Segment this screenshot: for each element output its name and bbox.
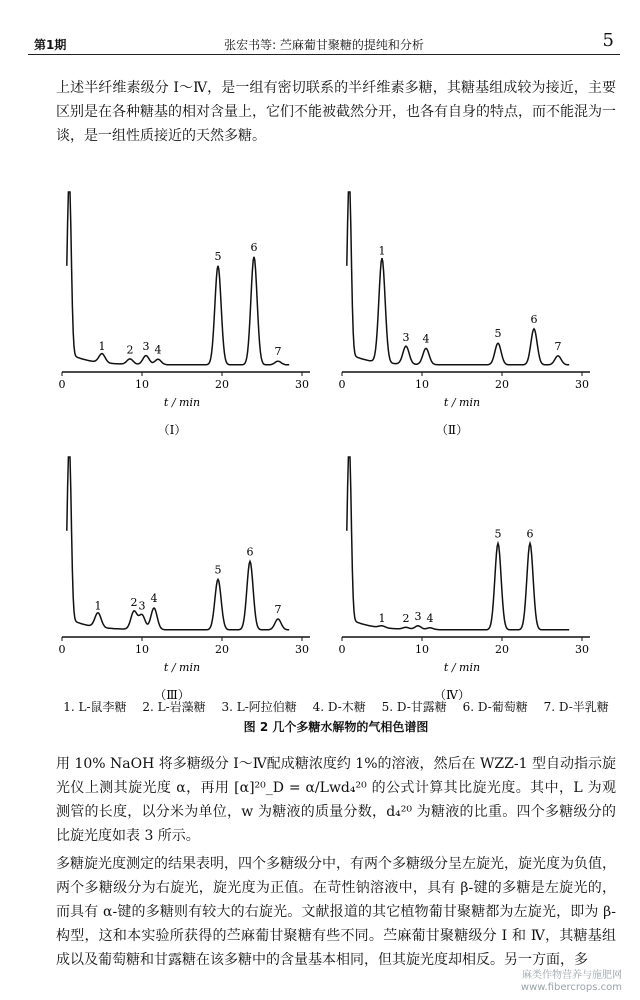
peak-label: 4 <box>154 343 162 357</box>
peak-label: 2 <box>402 612 410 625</box>
peak-label: 7 <box>274 345 282 359</box>
x-tick-label: 30 <box>295 378 309 391</box>
peak-label: 1 <box>378 612 386 625</box>
legend-item: 7. D-半乳糖 <box>543 700 609 714</box>
peak-label: 1 <box>378 244 386 258</box>
x-tick-label: 30 <box>575 643 589 656</box>
peak-label: 6 <box>246 545 254 559</box>
figure-legend <box>56 698 616 715</box>
result-paragraph: 多糖旋光度测定的结果表明，四个多糖级分中，有两个多糖级分呈左旋光，旋光度为负值，两个多糖级分为右旋光，旋光度为正值。在苛性钠溶液中，具有 β-键的多糖是左旋光的，而具有 α-键的多糖则有较大的右旋光。文献报道的其它植物葡甘聚糖都为左旋光，即为 β-构型，这和本实验所获得的苎麻葡甘聚糖有些不同。苎麻葡甘聚糖级分 Ⅰ 和 Ⅳ，其糖基组成以及葡萄糖和甘露糖在该多糖中的含量基本相同，但其旋光度却相反。另一方面，多 <box>56 856 616 968</box>
x-axis-label: t / min <box>443 396 481 409</box>
peak-label: 6 <box>526 527 534 541</box>
watermark-line: 麻类作物营养与施肥网 <box>522 970 622 981</box>
peak-label: 5 <box>494 527 502 541</box>
panel-label: （Ⅰ） <box>157 423 187 437</box>
peak-label: 2 <box>126 343 134 357</box>
signal-trace <box>347 192 569 365</box>
peak-label: 3 <box>402 330 410 344</box>
peak-label: 5 <box>214 563 222 577</box>
x-tick-label: 20 <box>215 643 229 656</box>
x-axis-label: t / min <box>443 661 481 674</box>
running-header <box>28 30 620 54</box>
panel-label: （Ⅱ） <box>435 423 469 437</box>
legend-item: 4. D-木糖 <box>312 700 366 714</box>
x-tick-label: 10 <box>415 378 429 391</box>
issue-number: 第1期 <box>34 38 67 52</box>
legend-item: 2. L-岩藻糖 <box>142 700 206 714</box>
chromatogram-2 <box>320 180 610 437</box>
peak-label: 4 <box>150 592 158 606</box>
panel-label: （Ⅳ） <box>434 688 470 702</box>
peak-label: 4 <box>426 612 434 625</box>
peak-label: 7 <box>554 339 562 353</box>
legend-item: 3. L-阿拉伯糖 <box>221 700 297 714</box>
peak-label: 1 <box>94 599 102 613</box>
peak-label: 5 <box>214 249 222 263</box>
chromatogram-4 <box>320 445 610 702</box>
watermark <box>521 970 622 994</box>
intro-paragraph: 上述半纤维素级分 Ⅰ～Ⅳ，是一组有密切联系的半纤维素多糖，其糖基组成较为接近，主要区别是在各种糖基的相对含量上，它们不能被截然分开，也各有自身的特点，而不能混为一谈，是一组性质接近的天然多糖。 <box>56 80 616 144</box>
peak-label: 6 <box>530 312 538 326</box>
x-tick-label: 0 <box>338 378 346 391</box>
x-axis-label: t / min <box>163 661 201 674</box>
x-tick-label: 30 <box>295 643 309 656</box>
peak-label: 6 <box>250 240 258 254</box>
x-tick-label: 0 <box>58 643 66 656</box>
watermark-line: www.fibercrops.com <box>520 982 622 993</box>
x-tick-label: 20 <box>495 378 509 391</box>
page-number: 5 <box>602 30 614 51</box>
x-tick-label: 10 <box>135 643 149 656</box>
peak-label: 3 <box>138 599 146 613</box>
signal-trace <box>347 457 569 630</box>
peak-label: 3 <box>414 610 422 624</box>
chromatogram-1 <box>40 180 330 437</box>
peak-label: 2 <box>130 595 138 609</box>
running-title: 张宏书等: 苎麻葡甘聚糖的提纯和分析 <box>224 38 424 52</box>
figure-caption: 图 2 几个多糖水解物的气相色谱图 <box>243 720 429 734</box>
peak-label: 4 <box>422 332 430 346</box>
method-paragraph: 用 10% NaOH 将多糖级分 Ⅰ～Ⅳ配成糖浓度约 1%的溶液，然后在 WZZ-1 型自动指示旋光仪上测其旋光度 α，再用 [α]²⁰_D = α/Lwd₄²⁰ 的公式计算其比旋光度。其中，L 为观测管的长度，以分米为单位，w 为糖液的质量分数，d₄²⁰ 为糖液的比重。四个多糖级分的比旋光度如表 3 所示。 <box>56 756 616 844</box>
x-tick-label: 20 <box>215 378 229 391</box>
x-tick-label: 30 <box>575 378 589 391</box>
peak-label: 1 <box>98 339 106 353</box>
peak-label: 5 <box>494 327 502 341</box>
x-tick-label: 10 <box>135 378 149 391</box>
header-rule <box>28 54 620 55</box>
x-axis-label: t / min <box>163 396 201 409</box>
panel-label: （Ⅲ） <box>154 688 190 702</box>
peak-label: 7 <box>274 603 282 616</box>
x-tick-label: 0 <box>58 378 66 391</box>
peak-label: 3 <box>142 339 150 353</box>
legend-item: 5. D-甘露糖 <box>381 700 447 714</box>
x-tick-label: 0 <box>338 643 346 656</box>
x-tick-label: 20 <box>495 643 509 656</box>
legend-item: 1. L-鼠李糖 <box>63 700 127 714</box>
legend-item: 6. D-葡萄糖 <box>462 700 528 714</box>
x-tick-label: 10 <box>415 643 429 656</box>
chromatogram-3 <box>40 445 330 702</box>
